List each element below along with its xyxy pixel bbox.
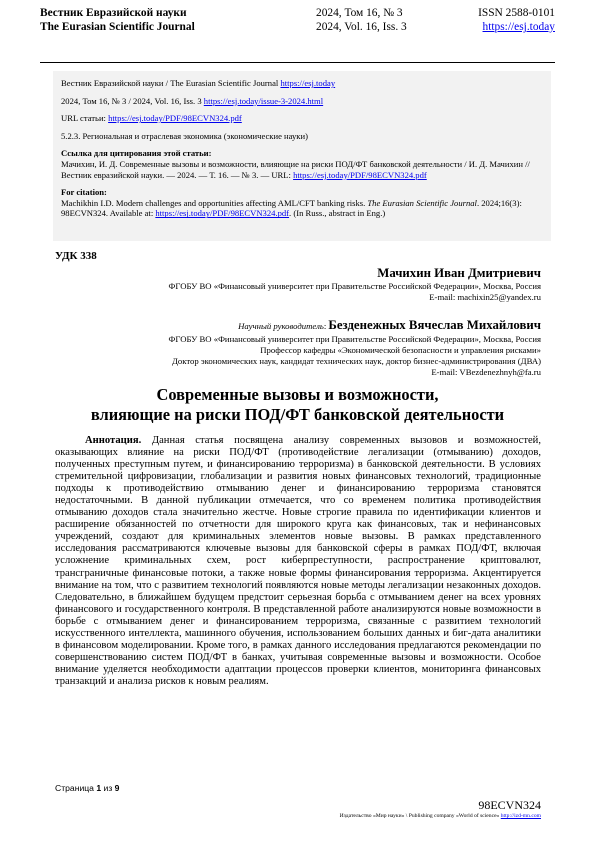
citation-ru-link[interactable]: https://esj.today/PDF/98ECVN324.pdf <box>293 169 427 180</box>
journal-header <box>40 6 555 38</box>
article-code: 98ECVN324 <box>478 798 541 812</box>
citation-ru <box>61 148 543 180</box>
publisher-link[interactable]: http://izd-mn.com <box>500 813 541 819</box>
advisor-affiliation: ФГОБУ ВО «Финансовый университет при Правительстве Российской Федерации», Москва, Россия <box>168 334 541 344</box>
info-url-label: URL статьи: <box>61 113 109 124</box>
citation-en-text-3: . (In Russ., abstract in Eng.) <box>289 208 386 219</box>
header-divider <box>40 62 555 63</box>
journal-name-en: The Eurasian Scientific Journal <box>40 21 195 33</box>
advisor-degree: Доктор экономических наук, кандидат технических наук, доктор бизнес-администрирования (ДВА) <box>172 356 541 366</box>
author-affiliation: ФГОБУ ВО «Финансовый университет при Правительстве Российской Федерации», Москва, Россия <box>168 281 541 291</box>
issn-block <box>478 6 555 34</box>
page-of: из <box>101 783 115 793</box>
issn: ISSN 2588-0101 <box>478 7 555 19</box>
publisher-line <box>200 813 541 819</box>
advisor-label: Научный руководитель <box>238 321 324 331</box>
advisor-position: Профессор кафедры «Экономической безопасности и управления рисками» <box>260 345 541 355</box>
advisor-email: E-mail: VBezdenezhnyh@fa.ru <box>431 367 541 377</box>
issue-ru: 2024, Том 16, № 3 <box>316 7 403 19</box>
citation-en <box>61 187 543 219</box>
info-issue-text: 2024, Том 16, № 3 / 2024, Vol. 16, Iss. 3 <box>61 95 204 106</box>
citation-en-text: Machikhin I.D. Modern challenges and opportunities affecting AML/CFT banking risks. <box>61 197 368 208</box>
author-block <box>100 265 541 303</box>
journal-name-ru: Вестник Евразийской науки <box>40 7 187 19</box>
article-title <box>40 385 555 425</box>
citation-en-text-2: . 2024;16(3): 98ECVN324. Available at: <box>61 197 522 219</box>
info-journal-line <box>61 78 543 89</box>
advisor-heading: Научный руководитель: Безденежных Вячеслав Михайлович <box>238 318 541 332</box>
citation-ru-text: Мачихин, И. Д. Современные вызовы и возможности, влияющие на риски ПОД/ФТ банковской деятельности / И. Д. Мачихин // Вестник евразийской науки. — 2024. — Т. 16. — № 3. — URL: <box>61 158 530 180</box>
udk-code: УДК 338 <box>55 250 97 262</box>
journal-name-block <box>40 6 195 34</box>
info-url-line <box>61 113 543 124</box>
author-name: Мачихин Иван Дмитриевич <box>377 266 541 280</box>
info-issue-line <box>61 96 543 107</box>
advisor-name: Безденежных Вячеслав Михайлович <box>328 318 541 332</box>
page-number <box>55 783 119 793</box>
author-email: E-mail: machixin25@yandex.ru <box>429 292 541 302</box>
advisor-block <box>100 317 541 378</box>
article-title-line-2: влияющие на риски ПОД/ФТ банковской деятельности <box>90 405 505 424</box>
abstract-label: Аннотация. <box>85 435 142 446</box>
citation-en-link[interactable]: https://esj.today/PDF/98ECVN324.pdf <box>155 208 290 219</box>
info-issue-link[interactable]: https://esj.today/issue-3-2024.html <box>203 95 324 106</box>
info-journal-text: Вестник Евразийской науки / The Eurasian Scientific Journal <box>61 78 281 88</box>
info-specialty: 5.2.3. Региональная и отраслевая экономика (экономические науки) <box>61 130 308 141</box>
abstract <box>55 435 541 688</box>
citation-en-label: For citation: <box>61 187 107 198</box>
journal-site-link[interactable]: https://esj.today <box>482 21 555 33</box>
issue-block <box>316 6 407 34</box>
issue-en: 2024, Vol. 16, Iss. 3 <box>316 21 407 33</box>
page-total: 9 <box>114 783 120 793</box>
article-title-line-1: Современные вызовы и возможности, <box>156 385 439 404</box>
citation-en-journal: The Eurasian Scientific Journal <box>367 197 477 208</box>
abstract-text: Данная статья посвящена анализу современных вызовов и возможностей, оказывающих влияние на риски ПОД/ФТ (противодействие легализации (отмыванию) доходов, полученных преступным путем, и финансированию терроризма) в банковской деятельности. В условиях стремительной цифровизации, глобализации и развития новых финансовых технологий, традиционные подходы к противодействию отмыванию денег и финансированию терроризма становятся недостаточными. В данной публикации отмечается, что со временем политика противодействия отмыванию доходов стала значительно жестче. Новые строгие правила по идентификации клиентов и расширение обязанностей по отчетности для широкого круга как финансовых, так и нефинансовых учреждений, создают для криминальных элементов новые вызовы. В рамках представленного исследования рассматриваются ключевые вызовы для банковской сферы в рамках ПОД/ФТ, включая усложнение криминальных схем, рост киберпреступности, распространение криптовалют, трансграничные финансовые потоки, а также новые формы финансирования терроризма. Акцентируется внимание на том, что с развитием технологий появляются новые методы легализации незаконных доходов. Следовательно, в ближайшем будущем предстоит серьезная борьба с отмыванием денег на всех уровнях финансового и государственного контроля. В представленной работе анализируются новые возможности в борьбе с отмыванием денег и финансированием терроризма, связанные с развитием технологий искусственного интеллекта, машинного обучения, использованием больших данных и биг-дата аналитики в финансовом моделировании. Кроме того, в рамках данного исследования предлагаются рекомендации по совершенствованию систем ПОД/ФТ в банках, учитывая современные вызовы и возможности. Особое внимание уделяется необходимости адаптации процессов проверки клиентов, мониторинга финансовых транзакций и анализа рисков к новым реалиям. <box>55 435 541 687</box>
page-current: 1 <box>96 783 102 793</box>
publisher-text: Издательство «Мир науки» \ Publishing company «World of science» <box>339 813 501 819</box>
article-info-box <box>53 71 551 241</box>
article-url-link[interactable]: https://esj.today/PDF/98ECVN324.pdf <box>108 113 242 124</box>
info-journal-link[interactable]: https://esj.today <box>280 78 336 88</box>
citation-ru-label: Ссылка для цитирования этой статьи: <box>61 148 212 159</box>
page-prefix: Страница <box>55 783 97 793</box>
